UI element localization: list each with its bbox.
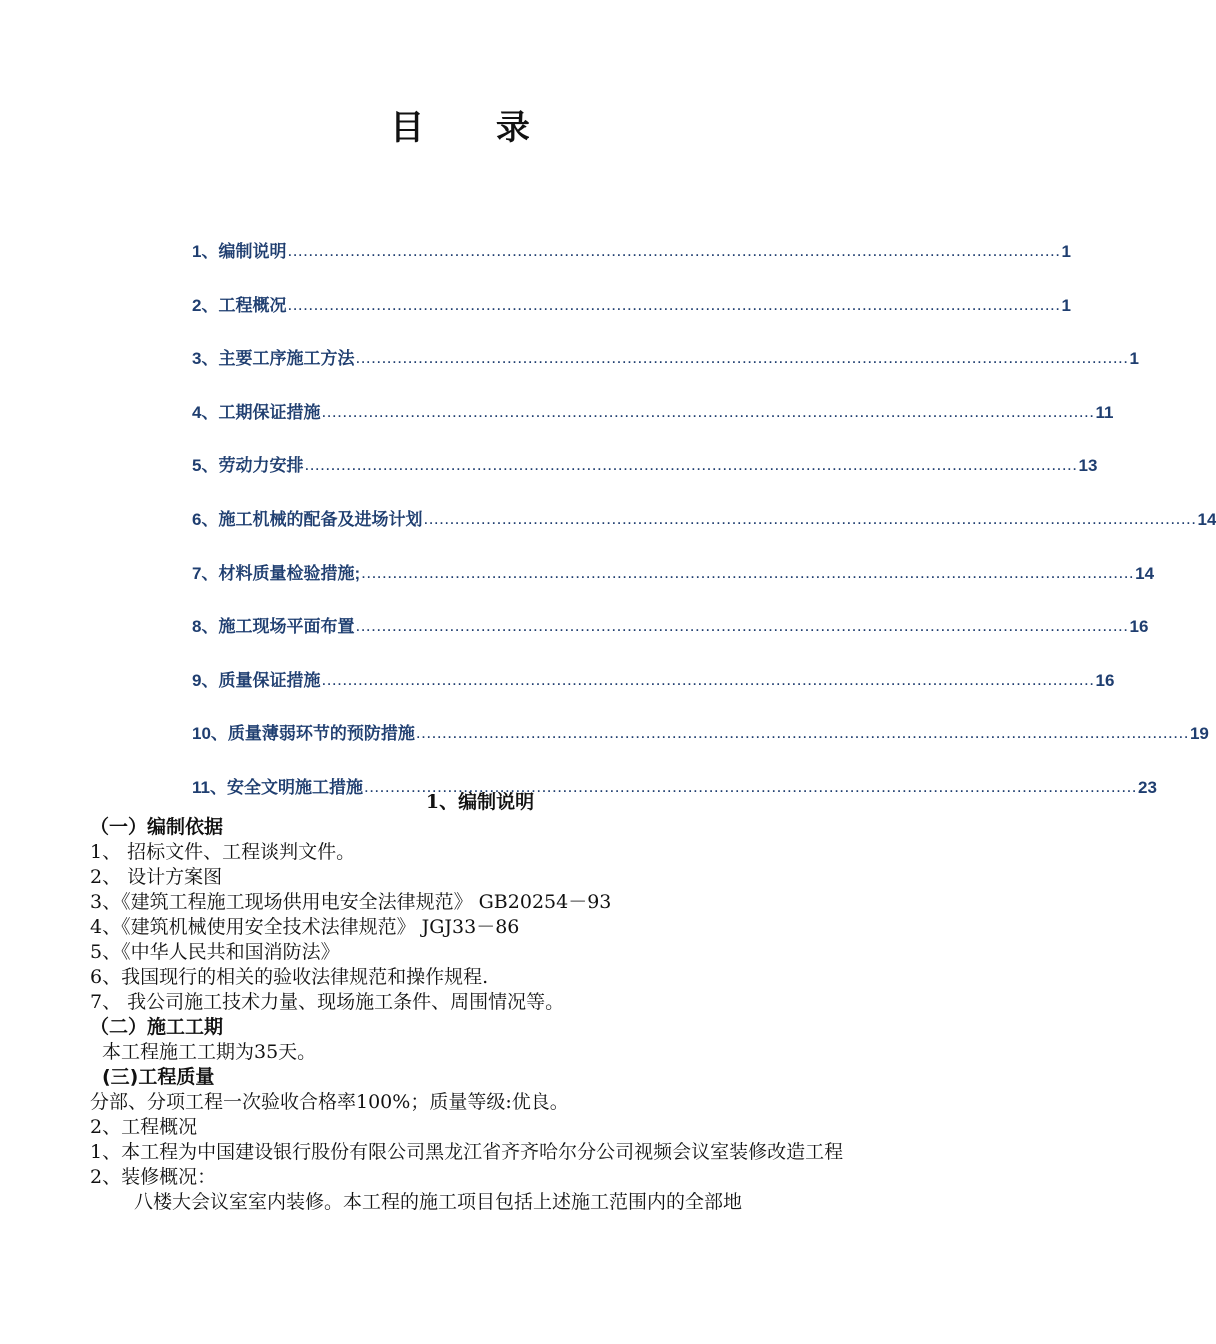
toc-entry-6[interactable] bbox=[192, 496, 1216, 530]
toc-title: 目 录 bbox=[390, 108, 560, 148]
toc-entry-7[interactable] bbox=[192, 550, 1155, 584]
toc-entry-4[interactable] bbox=[192, 389, 1114, 423]
overview-paragraph-3: 八楼大会议室室内装修。本工程的施工项目包括上述施工范围内的全部地 bbox=[134, 1191, 743, 1213]
toc-entry-label: 10、质量薄弱环节的预防措施 bbox=[192, 724, 415, 744]
toc-entry-label: 4、工期保证措施 bbox=[192, 402, 321, 422]
toc-leader: .................................................................................................................................................... bbox=[355, 348, 1129, 368]
table-of-contents bbox=[192, 228, 1216, 818]
toc-entry-label: 7、材料质量检验措施; bbox=[192, 563, 361, 583]
toc-entry-label: 6、施工机械的配备及进场计划 bbox=[192, 509, 423, 529]
toc-entry-label: 9、质量保证措施 bbox=[192, 670, 321, 690]
toc-leader: .................................................................................................................................................... bbox=[363, 776, 1138, 796]
toc-leader: .................................................................................................................................................... bbox=[423, 508, 1197, 528]
basis-item-3: 3、《建筑工程施工现场供用电安全法律规范》 GB20254－93 bbox=[90, 891, 612, 913]
section-title-compilation: 1、编制说明 bbox=[425, 791, 535, 813]
document-body bbox=[90, 790, 870, 1215]
toc-entry-3[interactable] bbox=[192, 335, 1139, 369]
toc-entry-label: 5、劳动力安排 bbox=[192, 456, 304, 476]
toc-page-number: 1 bbox=[1061, 242, 1071, 261]
toc-entry-2[interactable] bbox=[192, 282, 1071, 316]
basis-item-4: 4、《建筑机械使用安全技术法律规范》 JGJ33－86 bbox=[90, 916, 520, 938]
toc-entry-label: 8、施工现场平面布置 bbox=[192, 617, 355, 637]
toc-leader: .................................................................................................................................................... bbox=[361, 562, 1135, 582]
basis-item-7: 7、 我公司施工技术力量、现场施工条件、周围情况等。 bbox=[90, 991, 565, 1013]
toc-leader: .................................................................................................................................................... bbox=[355, 616, 1129, 636]
toc-page-number: 11 bbox=[1095, 402, 1114, 422]
toc-page-number: 1 bbox=[1129, 349, 1139, 369]
overview-paragraph-2: 2、装修概况： bbox=[90, 1166, 217, 1188]
toc-entry-9[interactable] bbox=[192, 657, 1115, 691]
basis-item-5: 5、《中华人民共和国消防法》 bbox=[90, 941, 340, 963]
toc-leader: .................................................................................................................................................... bbox=[304, 455, 1078, 475]
toc-page-number: 23 bbox=[1138, 777, 1157, 797]
toc-leader: .................................................................................................................................................... bbox=[321, 401, 1095, 421]
overview-paragraph-1: 1、本工程为中国建设银行股份有限公司黑龙江省齐齐哈尔分公司视频会议室装修改造工程 bbox=[90, 1141, 844, 1163]
period-text: 本工程施工工期为35天。 bbox=[102, 1041, 317, 1063]
toc-entry-label: 1、编制说明 bbox=[192, 242, 287, 261]
toc-page-number: 1 bbox=[1061, 295, 1071, 315]
toc-leader: .................................................................................................................................................... bbox=[287, 294, 1061, 314]
quality-text: 分部、分项工程一次验收合格率100%；质量等级:优良。 bbox=[90, 1091, 569, 1113]
toc-page-number: 14 bbox=[1197, 509, 1216, 529]
toc-page-number: 16 bbox=[1095, 670, 1115, 690]
basis-item-6: 6、我国现行的相关的验收法律规范和操作规程. bbox=[90, 966, 489, 988]
heading-compilation-basis: （一）编制依据 bbox=[90, 816, 224, 838]
heading-construction-period: （二）施工工期 bbox=[90, 1016, 224, 1038]
toc-leader: .................................................................................................................................................... bbox=[415, 723, 1189, 743]
heading-project-quality: (三)工程质量 bbox=[102, 1066, 215, 1088]
toc-leader: .................................................................................................................................................... bbox=[321, 669, 1095, 689]
toc-page-number: 16 bbox=[1129, 617, 1149, 637]
toc-entry-5[interactable] bbox=[192, 442, 1098, 476]
toc-entry-label: 2、工程概况 bbox=[192, 295, 287, 315]
toc-leader: .................................................................................................................................................... bbox=[287, 241, 1061, 260]
toc-page-number: 19 bbox=[1189, 724, 1209, 744]
toc-entry-8[interactable] bbox=[192, 603, 1149, 637]
toc-entry-1[interactable] bbox=[192, 228, 1071, 262]
toc-entry-label: 11、安全文明施工措施 bbox=[192, 777, 363, 797]
toc-entry-label: 3、主要工序施工方法 bbox=[192, 349, 355, 369]
basis-item-2: 2、 设计方案图 bbox=[90, 866, 223, 888]
basis-item-1: 1、 招标文件、工程谈判文件。 bbox=[90, 841, 356, 863]
toc-page-number: 13 bbox=[1078, 456, 1098, 476]
toc-entry-10[interactable] bbox=[192, 710, 1209, 744]
toc-page-number: 14 bbox=[1135, 563, 1155, 583]
section-title-overview: 2、工程概况 bbox=[90, 1116, 198, 1138]
